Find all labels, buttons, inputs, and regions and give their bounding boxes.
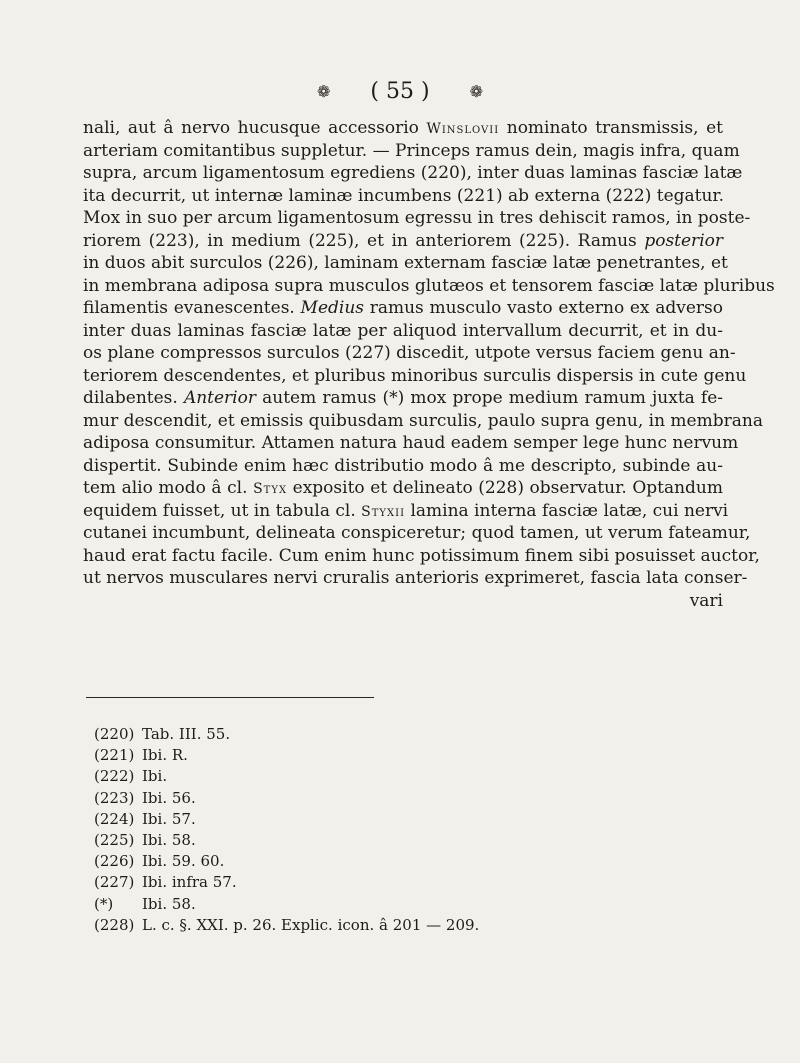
text-line: tem alio modo â cl. Styx exposito et delineato (228) observatur. Optandum [83, 478, 724, 498]
text-line: supra, arcum ligamentosum egrediens (220), inter duas laminas fasciæ latæ [83, 163, 743, 183]
catchword: vari [689, 590, 723, 611]
footnote: (226) Ibi. 59. 60. [94, 852, 225, 871]
text-line: in membrana adiposa supra musculos glutæos et tensorem fasciæ latæ pluribus [83, 275, 775, 296]
footnote: (228) L. c. §. XXI. p. 26. Explic. icon. â 201 — 209. [94, 915, 480, 934]
text-line: Mox in suo per arcum ligamentosum egressu in tres dehiscit ramos, in poste- [83, 208, 751, 228]
footnote: (*) Ibi. 58. [94, 894, 196, 913]
footnote-divider [86, 697, 374, 698]
text-line: adiposa consumitur. Attamen natura haud eadem semper lege hunc nervum [83, 433, 739, 453]
text-line: inter duas laminas fasciæ latæ per aliquod intervallum decurrit, et in du- [83, 320, 723, 341]
text-line: nali, aut â nervo hucusque accessorio Winslovii nominato transmissis, et [83, 118, 723, 138]
text-line: arteriam comitantibus suppletur. — Princeps ramus dein, magis infra, quam [83, 140, 740, 161]
text-line: teriorem descendentes, et pluribus minoribus surculis dispersis in cute genu [83, 365, 747, 386]
page-number: ( 55 ) [370, 78, 430, 104]
ornament-right-icon: ❁ [469, 81, 483, 101]
text-line: cutanei incumbunt, delineata conspiceretur; quod tamen, ut verum fateamur, [83, 523, 751, 543]
text-line: in duos abit surculos (226), laminam externam fasciæ latæ penetrantes, et [83, 253, 728, 273]
footnote: (227) Ibi. infra 57. [94, 873, 237, 892]
footnote: (222) Ibi. [94, 767, 168, 786]
footnote: (221) Ibi. R. [94, 746, 188, 765]
text-line: mur descendit, et emissis quibusdam surculis, paulo supra genu, in membrana [83, 410, 763, 431]
text-line: ut nervos musculares nervi cruralis anterioris exprimeret, fascia lata conser- [83, 568, 748, 588]
text-line: equidem fuisset, ut in tabula cl. Styxii lamina interna fasciæ latæ, cui nervi [83, 500, 729, 521]
text-line: haud erat factu facile. Cum enim hunc potissimum finem sibi posuisset auctor, [83, 545, 760, 566]
footnote: (220) Tab. III. 55. [94, 725, 231, 743]
ornament-left-icon: ❁ [317, 81, 331, 101]
text-line: os plane compressos surculos (227) discedit, utpote versus faciem genu an- [83, 343, 736, 363]
text-line: filamentis evanescentes. Medius ramus musculo vasto externo ex adverso [83, 298, 723, 318]
page-header [0, 76, 800, 106]
main-text [83, 117, 775, 612]
footnote: (224) Ibi. 57. [94, 809, 196, 828]
text-line: dispertit. Subinde enim hæc distributio modo â me descripto, subinde au- [83, 455, 723, 476]
footnotes [94, 724, 714, 936]
footnote: (225) Ibi. 58. [94, 831, 196, 850]
text-line: ita decurrit, ut internæ laminæ incumbens (221) ab externa (222) tegatur. [83, 185, 725, 206]
text-line: dilabentes. Anterior autem ramus (*) mox prope medium ramum juxta fe- [83, 388, 723, 408]
footnote: (223) Ibi. 56. [94, 788, 196, 807]
text-line: riorem (223), in medium (225), et in anteriorem (225). Ramus posterior [83, 230, 723, 251]
